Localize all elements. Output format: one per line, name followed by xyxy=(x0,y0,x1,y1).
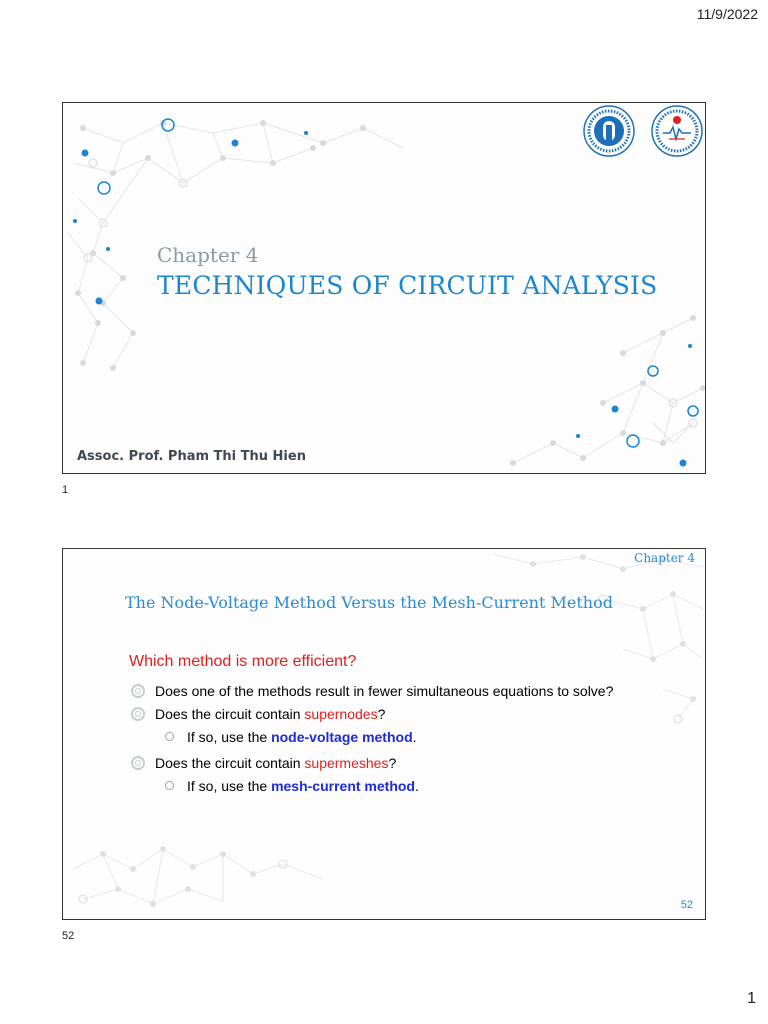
list-item xyxy=(129,776,699,796)
slide-heading: The Node-Voltage Method Versus the Mesh-Current Method xyxy=(125,593,613,612)
circle-bullet-icon xyxy=(165,732,174,741)
bullet-text: Does one of the methods result in fewer simultaneous equations to solve? xyxy=(155,683,614,699)
university-logo-icon xyxy=(583,105,635,157)
list-item xyxy=(129,681,699,701)
ring-bullet-icon xyxy=(131,756,145,770)
list-item xyxy=(129,704,699,724)
slide-title xyxy=(62,102,706,474)
biomedical-engineering-logo-icon xyxy=(651,105,703,157)
bullet-text: Does the circuit contain xyxy=(155,755,305,771)
bullet-text: . xyxy=(412,729,417,745)
bullet-text: If so, use the xyxy=(187,778,272,794)
bullet-text: . xyxy=(414,778,419,794)
list-item xyxy=(129,727,699,747)
bullet-text: Does the circuit contain xyxy=(155,706,305,722)
highlighted-term: mesh-current method xyxy=(271,778,415,794)
list-item xyxy=(129,753,699,773)
slide-caption: 52 xyxy=(62,930,75,942)
bullet-list xyxy=(129,681,699,802)
chapter-label: Chapter 4 xyxy=(157,243,259,267)
chapter-tag: Chapter 4 xyxy=(634,551,695,565)
highlighted-term: supermeshes xyxy=(304,755,389,771)
slide-caption: 1 xyxy=(62,484,69,496)
ring-bullet-icon xyxy=(131,684,145,698)
question-text: Which method is more efficient? xyxy=(129,653,357,670)
slide-title-text: TECHNIQUES OF CIRCUIT ANALYSIS xyxy=(157,271,658,300)
bullet-text: ? xyxy=(388,755,397,771)
author-name: Assoc. Prof. Pham Thi Thu Hien xyxy=(77,449,306,464)
circle-bullet-icon xyxy=(165,781,174,790)
print-date: 11/9/2022 xyxy=(696,6,758,22)
page-number: 1 xyxy=(747,990,756,1007)
highlighted-term: supernodes xyxy=(304,706,378,722)
slide-number: 52 xyxy=(680,899,693,911)
highlighted-term: node-voltage method xyxy=(271,729,413,745)
bullet-text: ? xyxy=(377,706,386,722)
ring-bullet-icon xyxy=(131,707,145,721)
bullet-text: If so, use the xyxy=(187,729,272,745)
slide-node-vs-mesh xyxy=(62,548,706,920)
